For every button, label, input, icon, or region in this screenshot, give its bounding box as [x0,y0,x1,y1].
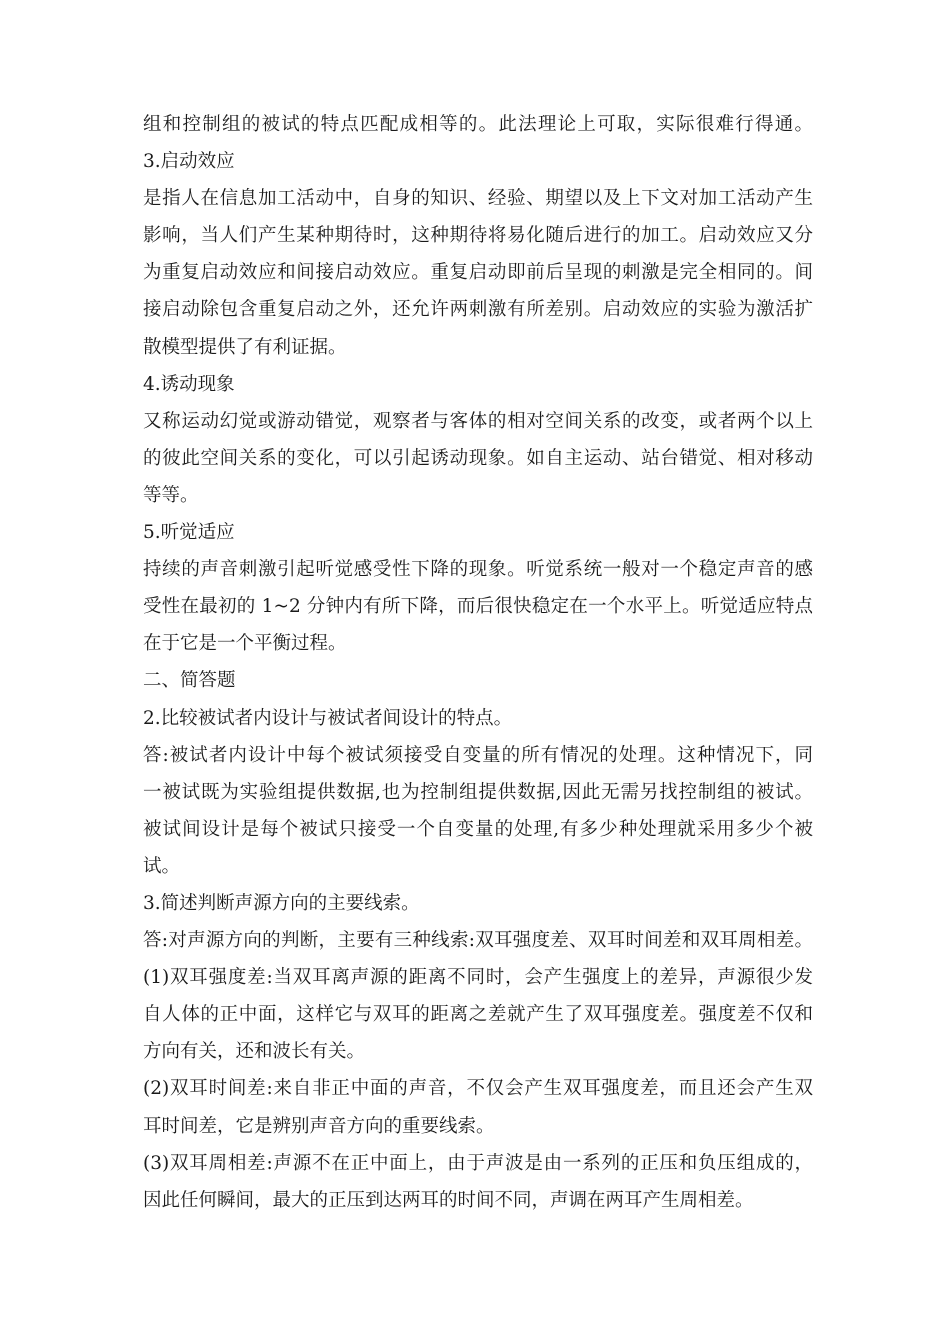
text-line: 受性在最初的 1~2 分钟内有所下降，而后很快稳定在一个水平上。听觉适应特点 [143,596,813,618]
text-line: 一被试既为实验组提供数据,也为控制组提供数据,因此无需另找控制组的被试。 [143,781,813,803]
text-line: 的彼此空间关系的变化，可以引起诱动现象。如自主运动、站台错觉、相对移动 [143,447,813,469]
question-heading: 2.比较被试者内设计与被试者间设计的特点。 [143,707,513,729]
text-line: 被试间设计是每个被试只接受一个自变量的处理,有多少种处理就采用多少个被 [143,818,813,840]
document-body [143,106,813,1219]
text-line: 方向有关，还和波长有关。 [143,1041,366,1063]
text-line: (1)双耳强度差:当双耳离声源的距离不同时，会产生强度上的差异，声源很少发 [143,967,813,989]
text-line: 接启动除包含重复启动之外，还允许两刺激有所差别。启动效应的实验为激活扩 [143,299,813,321]
text-line: 自人体的正中面，这样它与双耳的距离之差就产生了双耳强度差。强度差不仅和 [143,1004,813,1026]
text-line: 等等。 [143,484,199,506]
text-line: 持续的声音刺激引起听觉感受性下降的现象。听觉系统一般对一个稳定声音的感 [143,559,813,581]
text-line: 影响，当人们产生某种期待时，这种期待将易化随后进行的加工。启动效应又分 [143,225,813,247]
text-line: 又称运动幻觉或游动错觉，观察者与客体的相对空间关系的改变，或者两个以上 [143,410,813,432]
text-line: 组和控制组的被试的特点匹配成相等的。此法理论上可取，实际很难行得通。 [143,114,813,135]
text-line: 答:被试者内设计中每个被试须接受自变量的所有情况的处理。这种情况下，同 [143,744,813,766]
section-heading: 4.诱动现象 [143,373,235,395]
text-line: 为重复启动效应和间接启动效应。重复启动即前后呈现的刺激是完全相同的。间 [143,262,813,284]
text-line: 在于它是一个平衡过程。 [143,633,347,655]
part-heading: 二、简答题 [143,670,236,692]
section-heading: 5.听觉适应 [143,522,235,544]
text-line: 答:对声源方向的判断，主要有三种线索:双耳强度差、双耳时间差和双耳周相差。 [143,930,813,952]
text-line: 散模型提供了有利证据。 [143,336,347,358]
question-heading: 3.简述判断声源方向的主要线索。 [143,892,420,914]
text-line: 是指人在信息加工活动中，自身的知识、经验、期望以及上下文对加工活动产生 [143,188,813,210]
text-line: (3)双耳周相差:声源不在正中面上，由于声波是由一系列的正压和负压组成的， [143,1152,813,1174]
text-line: 因此任何瞬间，最大的正压到达两耳的时间不同，声调在两耳产生周相差。 [143,1189,754,1211]
text-line: (2)双耳时间差:来自非正中面的声音，不仅会产生双耳强度差，而且还会产生双 [143,1078,813,1100]
text-line: 试。 [143,855,181,877]
section-heading: 3.启动效应 [143,151,235,173]
text-line: 耳时间差，它是辨别声音方向的重要线索。 [143,1115,495,1137]
